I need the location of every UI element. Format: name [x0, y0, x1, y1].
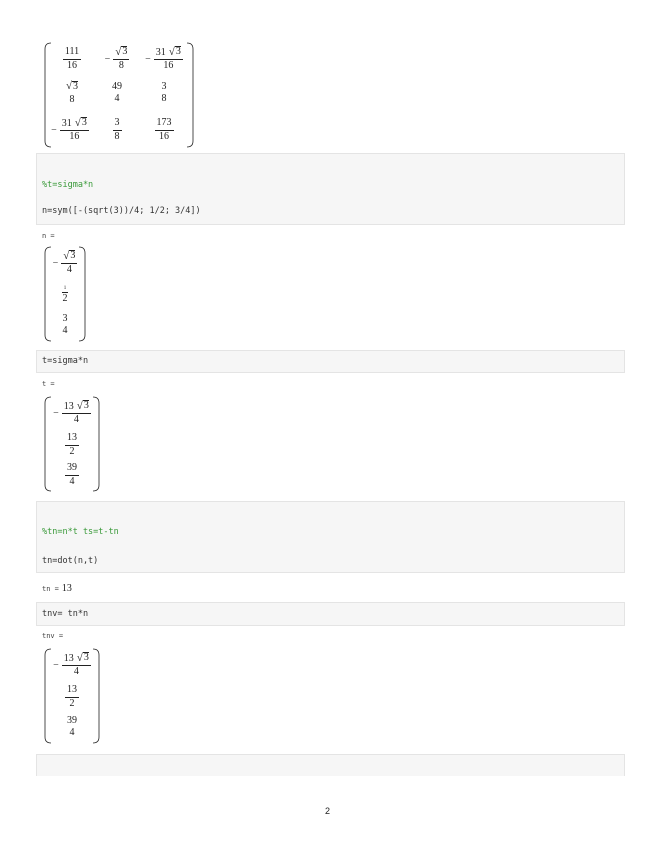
vector-cell: − √ 3 4: [52, 249, 76, 276]
matrix-cell: − √ 3 8: [104, 45, 128, 72]
t-vector: [44, 394, 100, 494]
vector-cell: − 13 √ 3 4: [53, 651, 89, 678]
output-label: n =: [42, 232, 55, 240]
matrix-cell: $\frac{111}{16}$: [64, 46, 80, 71]
tn-label: tn =: [42, 585, 59, 593]
code-comment: %tn=n*t ts=t-tn: [42, 527, 119, 537]
matrix-cell: 3 8: [161, 80, 167, 104]
vector-cell: − 13 √ 3 4: [53, 399, 89, 426]
tn-value: 13: [61, 583, 72, 594]
code-cell[interactable]: [36, 602, 625, 626]
output-label: t =: [42, 380, 55, 388]
code-cell[interactable]: [36, 350, 625, 373]
code-line: tnv= tn*n: [42, 609, 89, 619]
matrix-cell: $\frac{3}{8}$: [114, 117, 120, 142]
output-label: [42, 583, 72, 594]
matrix-cell: √ 3 8: [65, 80, 79, 105]
matrix-cell: − 31 √ 3 16: [51, 116, 87, 143]
code-cell[interactable]: [36, 501, 625, 573]
empty-code-cell[interactable]: [36, 754, 625, 776]
matrix-cell: $\frac{173}{16}$: [156, 117, 172, 142]
code-line: t=sigma*n: [42, 356, 89, 366]
vector-cell: $\frac{39}{4}$: [67, 462, 77, 487]
code-line: tn=dot(n,t): [42, 556, 99, 566]
code-comment: %t=sigma*n: [42, 180, 94, 190]
tnv-vector: [44, 646, 100, 746]
vector-cell: $\frac{13}{2}$: [67, 432, 77, 457]
page-number: 2: [324, 806, 330, 816]
matrix-cell: 49 4: [112, 80, 122, 104]
vector-cell: 3 4: [62, 312, 68, 336]
code-line: n=sym([-(sqrt(3))/4; 1/2; 3/4]): [42, 206, 201, 216]
n-vector: [44, 244, 86, 344]
sigma-matrix: [44, 40, 194, 150]
matrix-cell: − 31 √ 3 16: [145, 45, 181, 72]
vector-cell: $\frac{13}{2}$: [67, 684, 77, 709]
output-label: tnv =: [42, 632, 64, 640]
vector-cell: $\frac{1}{2}$: [62, 285, 68, 304]
vector-cell: 39 4: [67, 714, 77, 738]
